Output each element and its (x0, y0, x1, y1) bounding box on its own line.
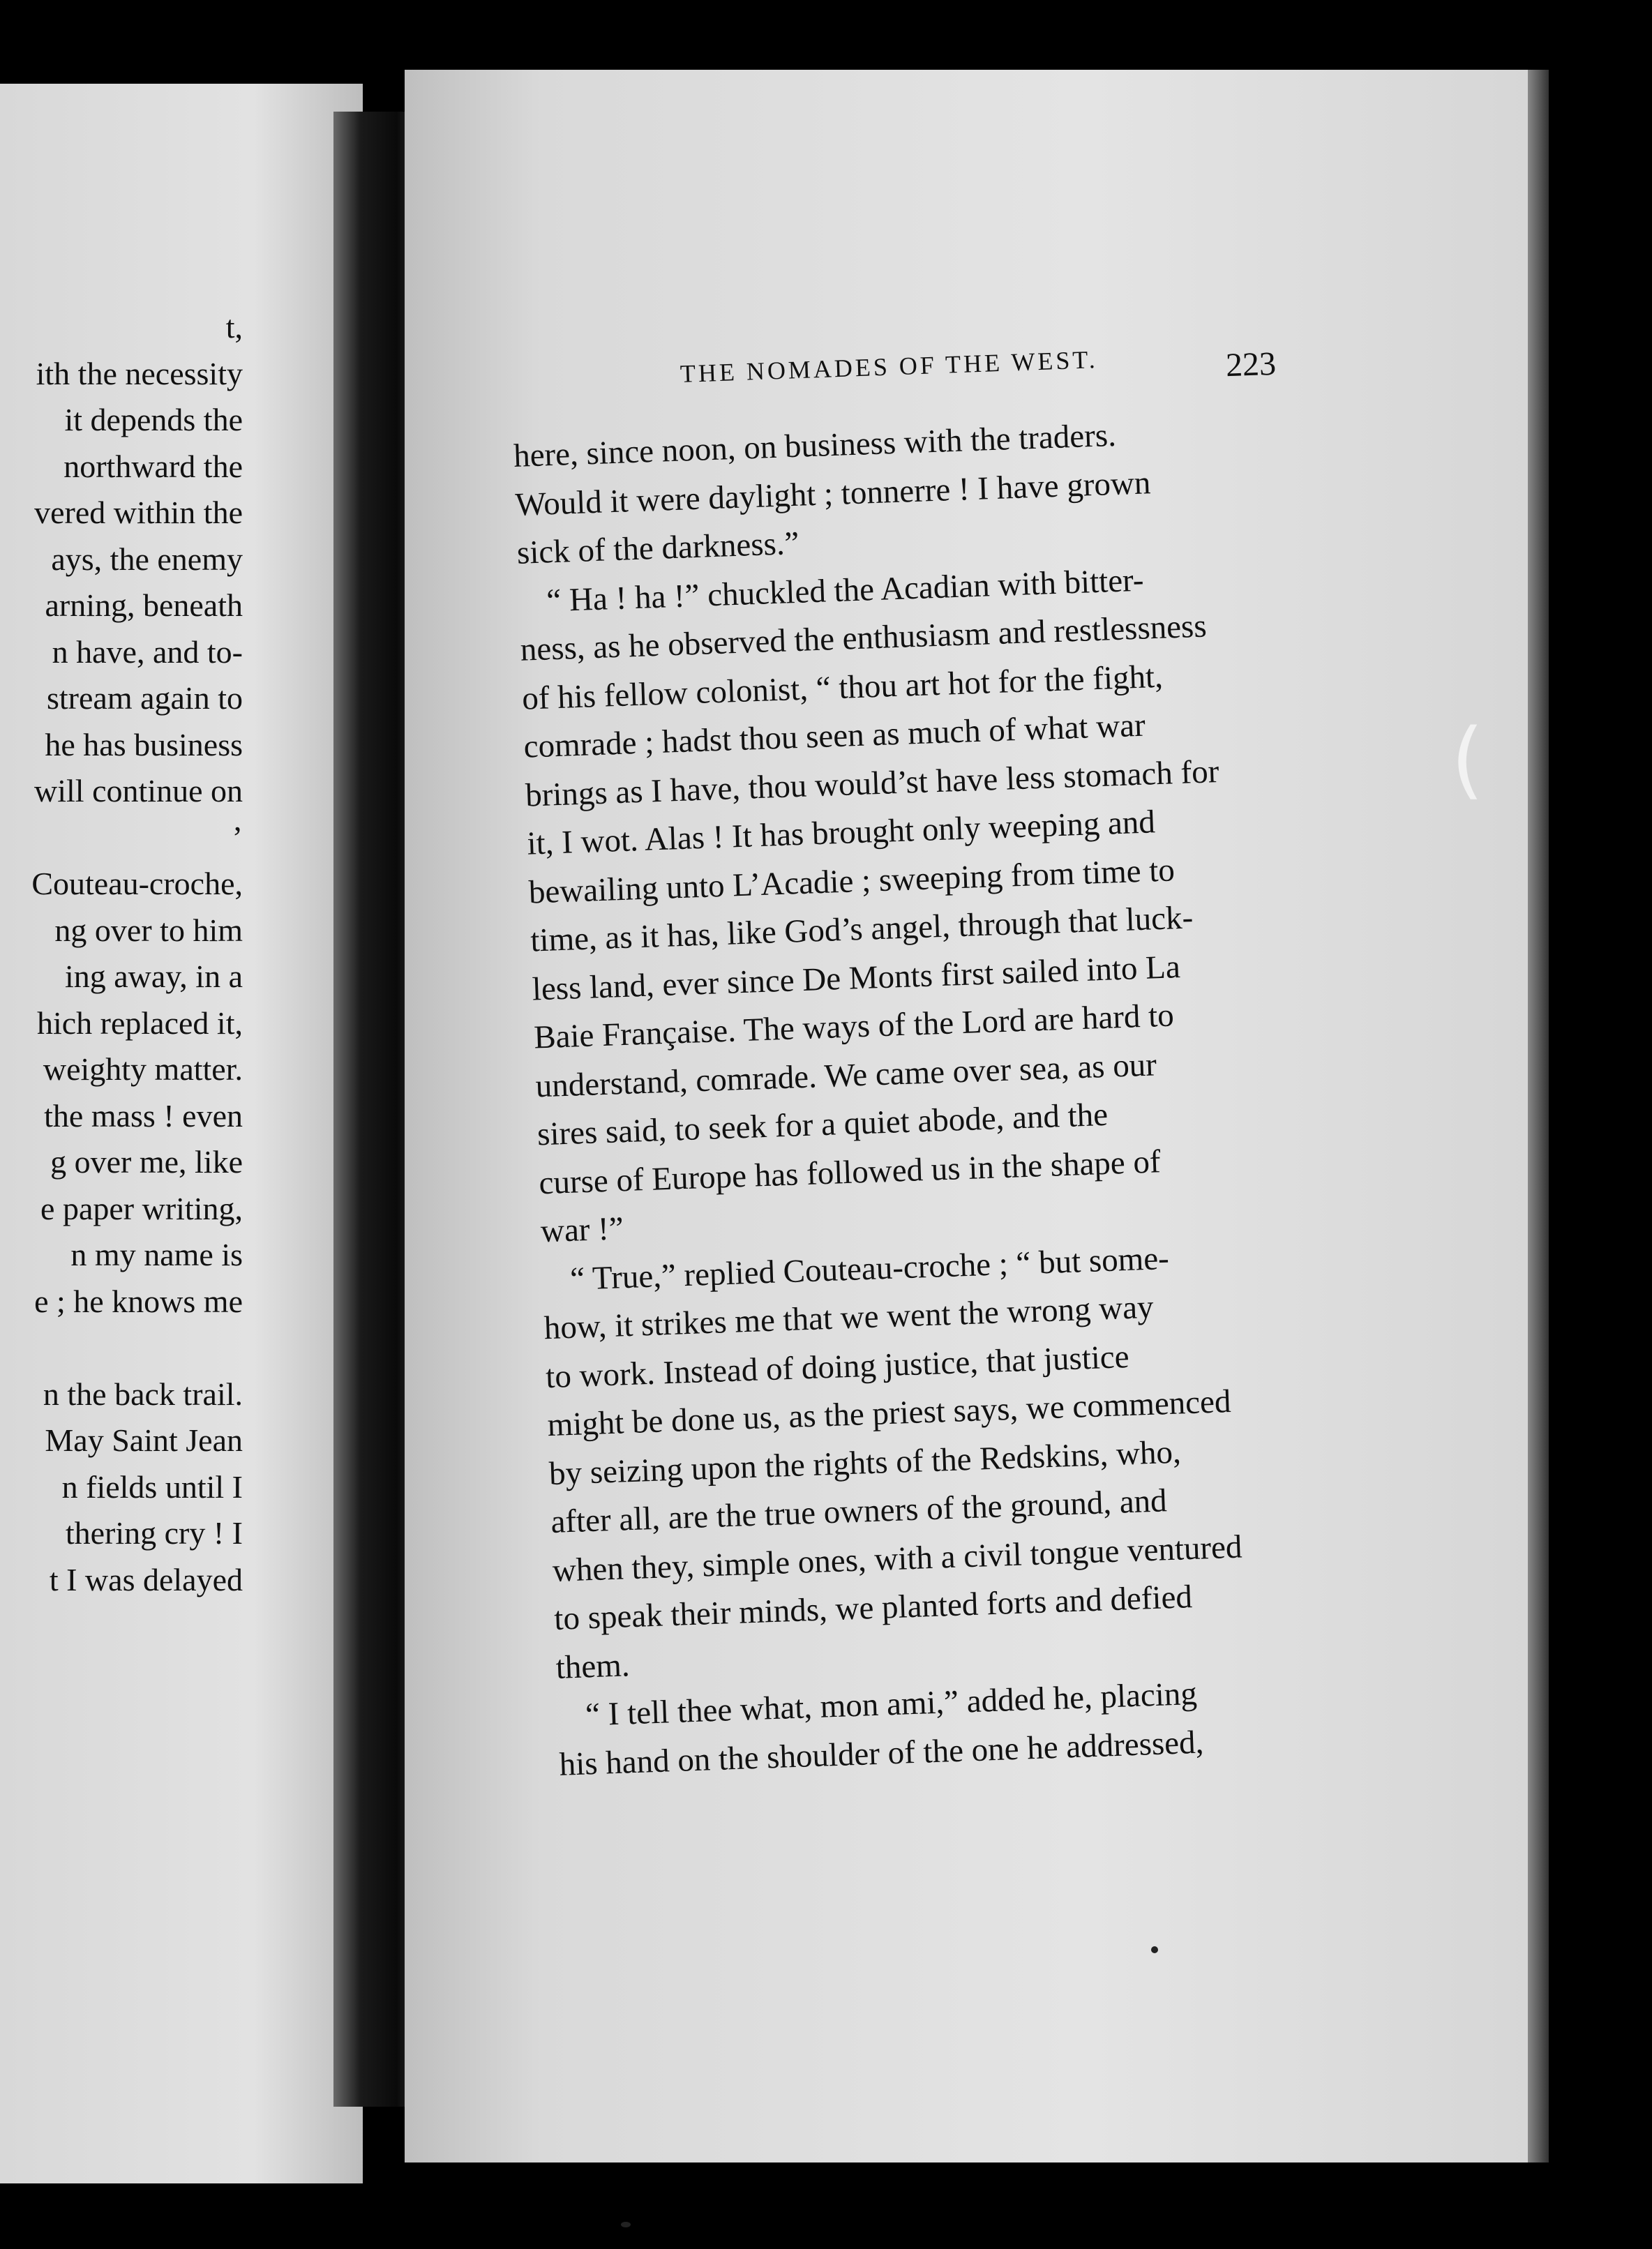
left-page-line: e paper writing, (40, 1190, 243, 1226)
left-page-line: he has business (45, 726, 243, 762)
text-line: bewailing unto L’Acadie ; sweeping from time to (528, 851, 1176, 911)
left-page-line: will continue on (34, 773, 243, 808)
left-page-line: vered within the (34, 495, 243, 530)
left-page-line: arning, beneath (45, 587, 243, 623)
text-line: sires said, to seek for a quiet abode, and the (536, 1096, 1109, 1153)
left-page-line: it depends the (64, 402, 243, 437)
text-line: when they, simple ones, with a civil tongue ventured (552, 1528, 1243, 1589)
page-number: 223 (1225, 345, 1277, 384)
text-line: sick of the darkness.” (516, 525, 800, 571)
text-line: Baie Française. The ways of the Lord are hard to (533, 997, 1175, 1056)
running-head: THE NOMADES OF THE WEST. (679, 345, 1099, 388)
left-page-line: ’ (232, 819, 243, 855)
scan-speck (1151, 1946, 1158, 1953)
left-page-line: stream again to (46, 680, 243, 716)
left-page-line: the mass ! even (44, 1097, 243, 1134)
text-line: by seizing upon the rights of the Redskins, who, (548, 1433, 1182, 1492)
left-page-line: northward the (63, 448, 243, 484)
left-page-line: hich replaced it, (36, 1005, 243, 1041)
page-edge (1528, 70, 1549, 2162)
text-line: of his fellow colonist, “ thou art hot for the fight, (521, 658, 1164, 717)
left-page-line: weighty matter. (43, 1051, 243, 1087)
left-page-line: ng over to him (54, 912, 243, 948)
left-page-text (0, 84, 363, 2183)
left-page-line: t I was delayed (49, 1561, 243, 1597)
text-line: ness, as he observed the enthusiasm and restlessness (519, 608, 1208, 668)
left-page-line: n fields until I (61, 1468, 243, 1505)
text-line: curse of Europe has followed us in the shape of (538, 1143, 1162, 1201)
scan-mark: ( (1451, 712, 1484, 808)
text-line: brings as I have, thou would’st have less stomach for (525, 753, 1220, 814)
left-page-line: n the back trail. (43, 1376, 243, 1412)
body-text (513, 405, 1369, 1789)
left-page (0, 84, 363, 2183)
text-line: to work. Instead of doing justice, that justice (545, 1338, 1130, 1395)
left-page-line: t, (225, 309, 243, 345)
scan-speck (621, 2222, 631, 2227)
text-line: “ I tell thee what, mon ami,” added he, placing (585, 1675, 1198, 1733)
text-line: Would it were daylight ; tonnerre ! I have grown (514, 464, 1152, 523)
left-page-line: May Saint Jean (45, 1422, 243, 1458)
left-page-line: g over me, like (50, 1144, 243, 1180)
text-line: after all, are the true owners of the ground, and (550, 1482, 1168, 1541)
text-line: comrade ; hadst thou seen as much of what war (523, 707, 1146, 765)
text-line: how, it strikes me that we went the wrong way (543, 1288, 1155, 1347)
left-page-line: ith the necessity (36, 355, 243, 391)
text-line: understand, comrade. We came over sea, as our (534, 1046, 1157, 1104)
text-line: to speak their minds, we planted forts and defied (553, 1579, 1193, 1637)
left-page-line: n my name is (70, 1237, 243, 1272)
text-line: “ Ha ! ha !” chuckled the Acadian with bitter- (546, 562, 1145, 619)
left-page-line: Couteau-croche, (31, 866, 243, 901)
left-page-line: e ; he knows me (34, 1283, 243, 1319)
text-line: war !” (540, 1210, 624, 1250)
text-line: less land, ever since De Monts first sailed into La (531, 948, 1181, 1007)
left-page-line: thering cry ! I (65, 1515, 243, 1551)
text-line: might be done us, as the priest says, we commenced (546, 1383, 1232, 1444)
text-line: them. (555, 1646, 631, 1686)
text-line: his hand on the shoulder of the one he addressed, (558, 1724, 1205, 1783)
text-line: it, I wot. Alas ! It has brought only weeping and (526, 804, 1156, 862)
left-page-line: ing away, in a (64, 958, 243, 994)
left-page-line: n have, and to- (52, 633, 243, 670)
text-line: here, since noon, on business with the traders. (513, 416, 1117, 474)
text-line: “ True,” replied Couteau-croche ; “ but some- (569, 1240, 1170, 1298)
text-line: time, as it has, like God’s angel, through that luck- (530, 899, 1194, 959)
left-page-line: ays, the enemy (51, 541, 243, 577)
